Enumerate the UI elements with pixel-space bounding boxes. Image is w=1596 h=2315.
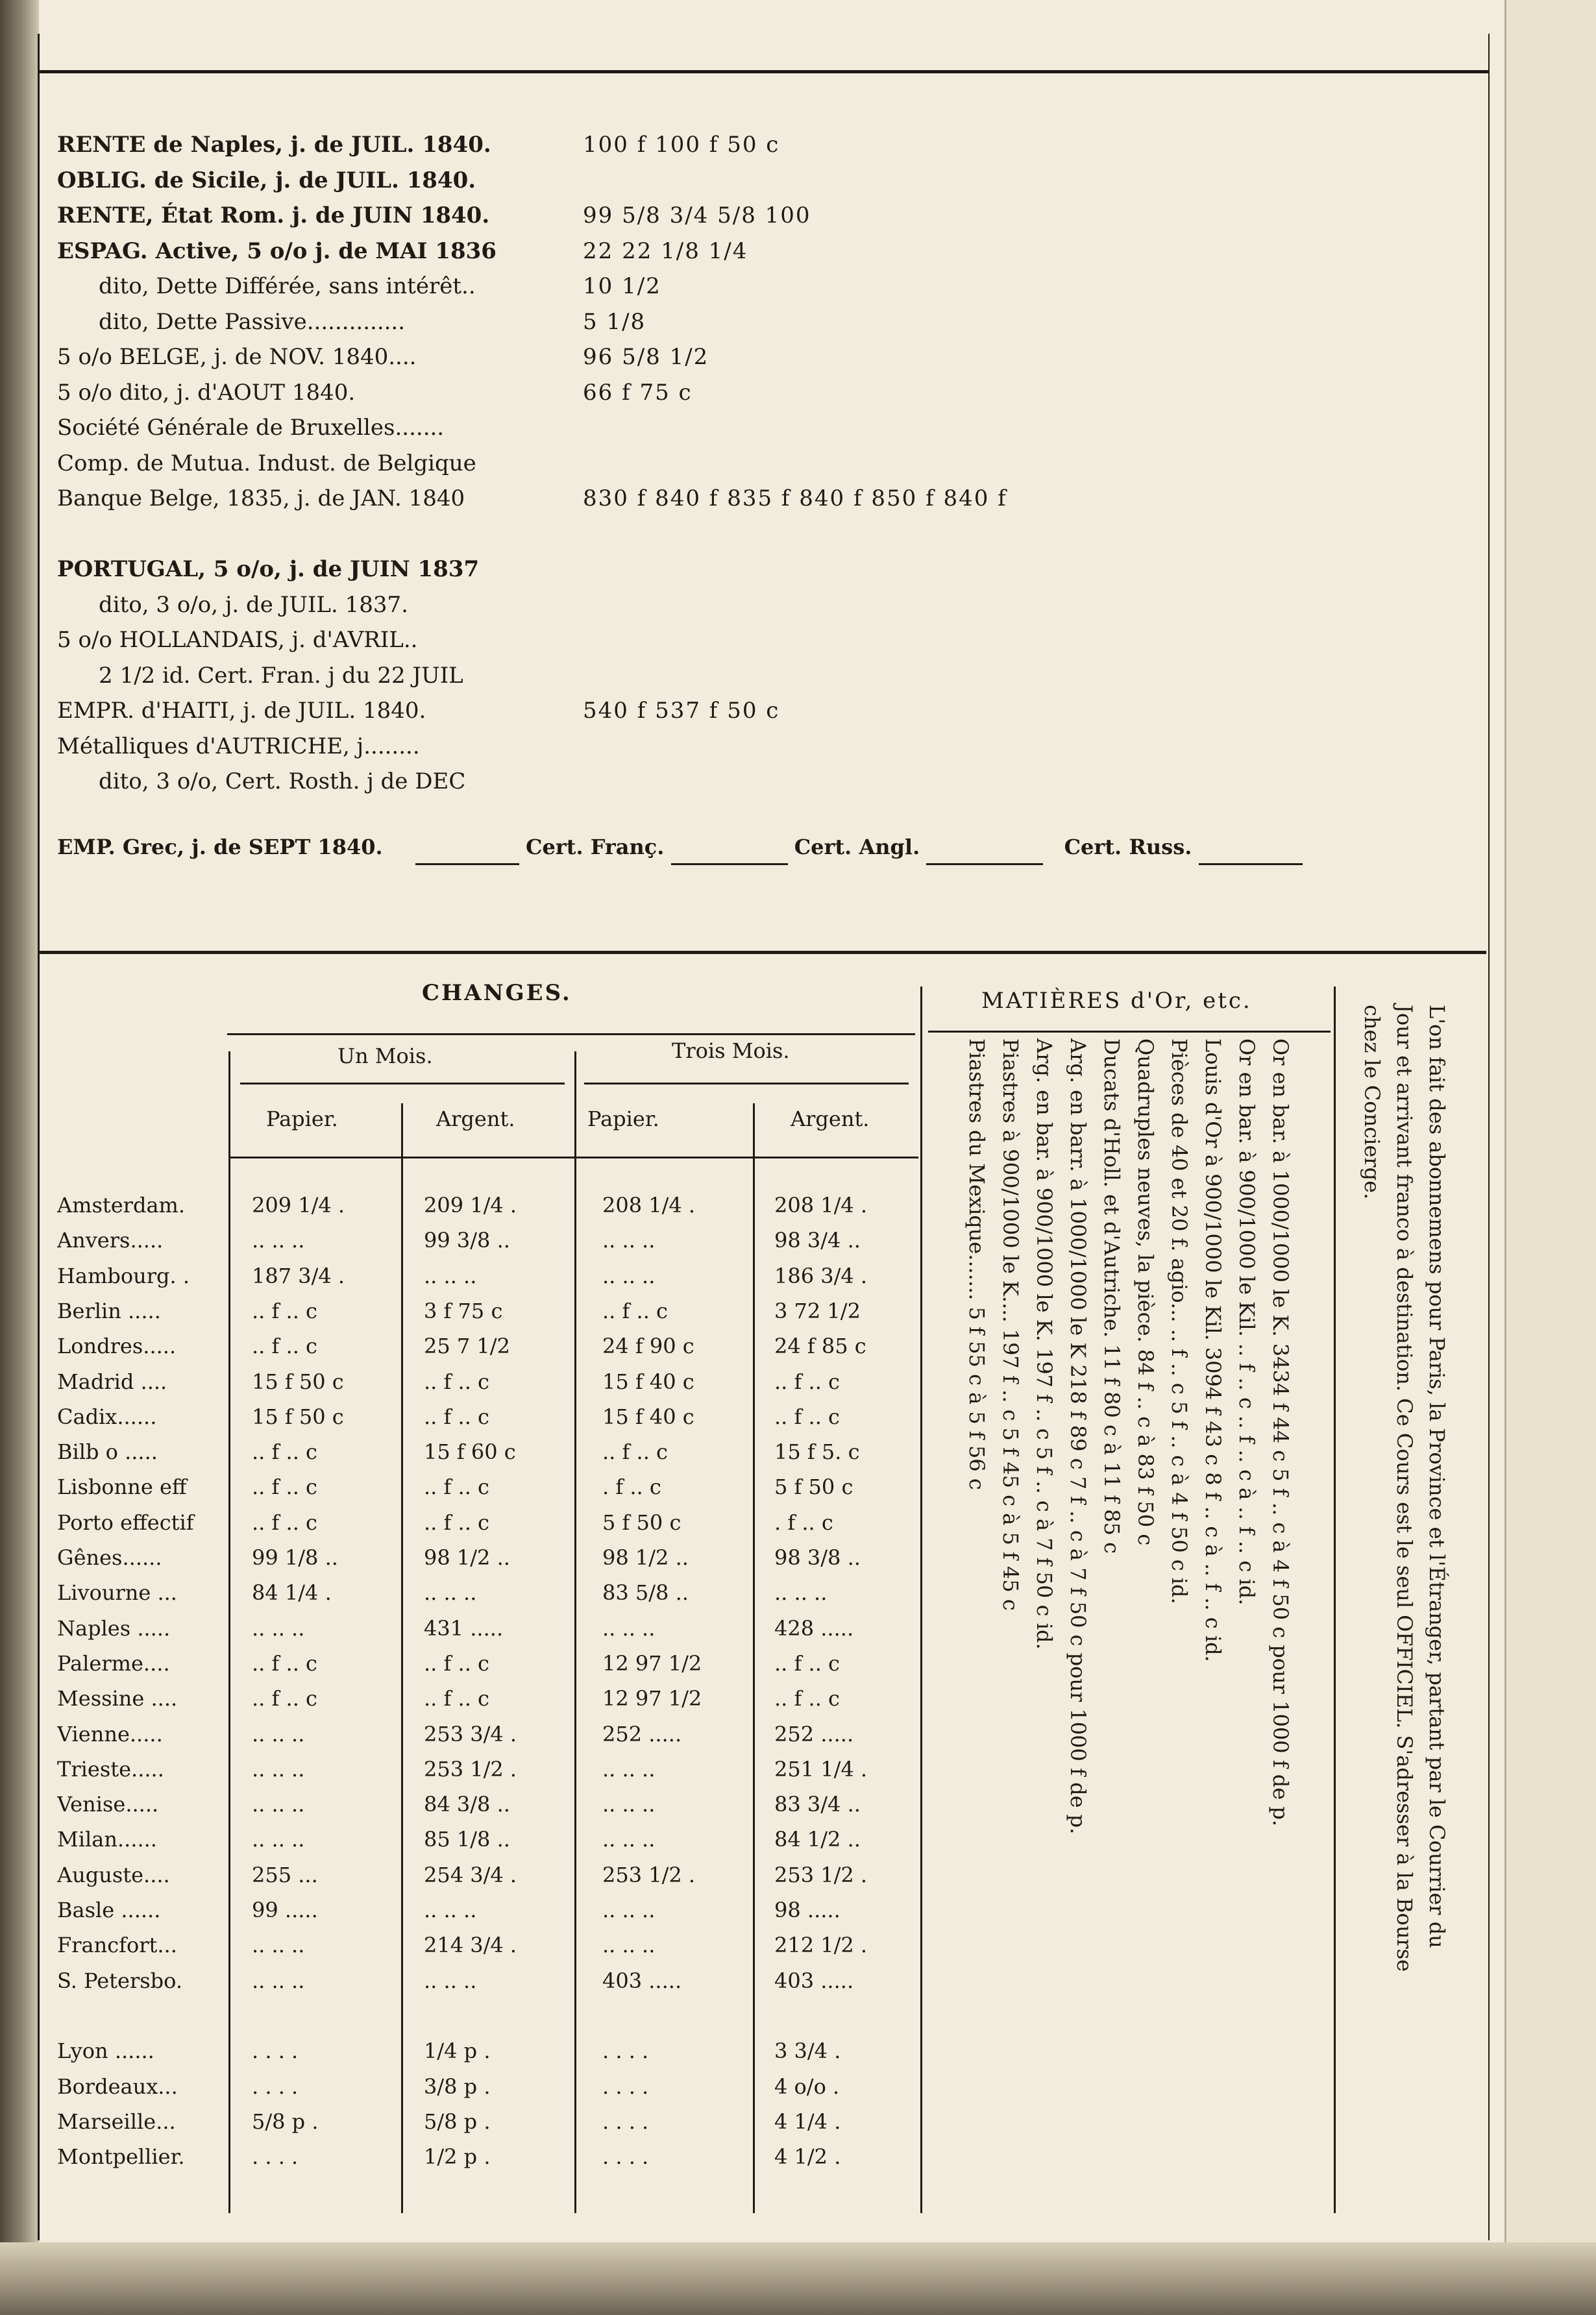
notice-line-1: L'on fait des abonnemens pour Paris, la Province et l'Étranger, partant par le Courrier du — [1425, 1005, 1449, 1948]
changes-rate: 5/8 p . — [252, 2109, 319, 2134]
changes-row — [57, 1505, 920, 1540]
changes-rate: .. f .. c — [252, 1298, 317, 1323]
changes-rate: 214 3/4 . — [424, 1933, 517, 1958]
changes-rate: 1/2 p . — [424, 2144, 491, 2170]
changes-rate: .. .. .. — [424, 1580, 477, 1606]
changes-rate: . . . . — [602, 2109, 649, 2134]
changes-rate: 5 f 50 c — [774, 1475, 853, 1500]
changes-rate: 15 f 50 c — [252, 1369, 344, 1394]
changes-row — [57, 1752, 920, 1787]
changes-row — [57, 1399, 920, 1434]
changes-city: Bilb o ..... — [57, 1439, 158, 1465]
changes-city: Milan...... — [57, 1827, 157, 1852]
changes-row — [57, 1364, 920, 1399]
changes-row — [57, 1611, 920, 1646]
bond-price: 5 1/8 — [583, 308, 646, 335]
changes-row — [57, 1822, 920, 1857]
changes-rate: 99 1/8 .. — [252, 1545, 338, 1570]
changes-row — [57, 1188, 920, 1223]
changes-rate: .. .. .. — [424, 1263, 477, 1288]
bond-name: dito, Dette Différée, sans intérêt.. — [99, 273, 476, 299]
bond-row — [57, 658, 583, 693]
changes-city: Venise..... — [57, 1792, 159, 1817]
changes-rate: 252 ..... — [774, 1721, 854, 1746]
adjacent-page-edge — [1504, 0, 1596, 2252]
notice-line-2: Jour et arrivant franco à destination. Ce Cours est le seul OFFICIEL. S'adresser à la Bourse — [1392, 1005, 1417, 1972]
changes-row — [57, 1681, 920, 1716]
changes-city: Marseille... — [57, 2109, 176, 2134]
changes-rate: .. f .. c — [774, 1404, 840, 1429]
changes-rate: 98 1/2 .. — [424, 1545, 510, 1570]
changes-rate: 5/8 p . — [424, 2109, 491, 2134]
metal-item: Arg. en bar. à 900/1000 le K. 197 f .. c 5 f .. c à 7 f 50 c id. — [1032, 1038, 1057, 1650]
bond-row — [57, 234, 748, 269]
section-rule — [39, 951, 1486, 954]
changes-rate: .. f .. c — [424, 1369, 489, 1394]
changes-rate: 85 1/8 .. — [424, 1827, 510, 1852]
changes-rate: .. f .. c — [424, 1510, 489, 1535]
changes-rate: 403 ..... — [602, 1968, 682, 1993]
changes-rate: .. .. .. — [602, 1792, 656, 1817]
changes-rate: .. .. .. — [252, 1756, 305, 1782]
changes-rate: .. f .. c — [602, 1439, 668, 1465]
changes-rate: .. .. .. — [602, 1933, 656, 1958]
changes-city: Berlin ..... — [57, 1298, 161, 1323]
changes-row — [57, 1540, 920, 1575]
changes-rate: .. f .. c — [774, 1650, 840, 1676]
changes-rate: 83 5/8 .. — [602, 1580, 689, 1606]
bond-row — [57, 127, 780, 162]
bond-row — [57, 587, 583, 622]
changes-row — [57, 2104, 920, 2139]
bond-price: 10 1/2 — [583, 273, 661, 299]
changes-rate: .. f .. c — [252, 1686, 317, 1711]
trois-mois-rule — [584, 1083, 909, 1084]
changes-rate: .. .. .. — [602, 1898, 656, 1922]
changes-city: Porto effectif — [57, 1510, 194, 1535]
bond-row — [57, 622, 583, 657]
changes-rate: 15 f 5. c — [774, 1439, 860, 1465]
cert-row-label: EMP. Grec, j. de SEPT 1840. — [57, 835, 383, 859]
page-bottom-edge — [0, 2242, 1596, 2315]
changes-rate: .. f .. c — [424, 1475, 489, 1500]
bond-name: ESPAG. Active, 5 o/o j. de MAI 1836 — [57, 238, 497, 264]
bond-name: Banque Belge, 1835, j. de JAN. 1840 — [57, 485, 465, 511]
changes-city: Messine .... — [57, 1686, 178, 1711]
changes-city: Madrid .... — [57, 1369, 167, 1394]
changes-rate: .. .. .. — [252, 1968, 305, 1993]
bond-name: 5 o/o HOLLANDAIS, j. d'AVRIL.. — [57, 627, 418, 653]
certificate-row — [57, 829, 1446, 865]
bond-name: Comp. de Mutua. Indust. de Belgique — [57, 450, 476, 476]
changes-city: Lyon ...... — [57, 2039, 154, 2064]
changes-city: Basle ...... — [57, 1898, 161, 1922]
bond-name: dito, 3 o/o, j. de JUIL. 1837. — [99, 591, 408, 618]
bond-price: 22 22 1/8 1/4 — [583, 238, 748, 264]
changes-city: Amsterdam. — [57, 1193, 186, 1218]
bond-row — [57, 163, 583, 198]
changes-row — [57, 1575, 920, 1610]
changes-rate: . . . . — [252, 2144, 299, 2170]
bond-name: EMPR. d'HAITI, j. de JUIL. 1840. — [57, 698, 426, 724]
changes-rate: 253 1/2 . — [774, 1862, 868, 1887]
changes-row — [57, 1998, 920, 2033]
changes-rate: 253 1/2 . — [424, 1756, 517, 1782]
changes-city: Trieste..... — [57, 1756, 164, 1782]
bond-name: PORTUGAL, 5 o/o, j. de JUIN 1837 — [57, 556, 480, 582]
changes-city: Auguste.... — [57, 1862, 170, 1887]
changes-rate: 15 f 50 c — [252, 1404, 344, 1429]
changes-city: Vienne..... — [57, 1721, 163, 1746]
changes-rate: .. f .. c — [252, 1334, 317, 1359]
changes-rate: 98 ..... — [774, 1898, 841, 1922]
changes-rate: 253 3/4 . — [424, 1721, 517, 1746]
changes-rate: .. f .. c — [252, 1475, 317, 1500]
cert-franc-label: Cert. Franç. — [525, 835, 665, 859]
blank-line — [926, 837, 1043, 865]
changes-rate: .. .. .. — [252, 1228, 305, 1253]
papier-heading-1: Papier. — [266, 1107, 338, 1131]
book-binding — [0, 0, 39, 2315]
blank-line — [415, 837, 519, 865]
changes-rate: 251 1/4 . — [774, 1756, 868, 1782]
changes-rate: .. f .. c — [424, 1404, 489, 1429]
changes-row — [57, 1787, 920, 1822]
changes-rate: . . . . — [602, 2144, 649, 2170]
blank-line — [671, 837, 788, 865]
changes-row — [57, 2033, 920, 2068]
changes-rate: 98 3/4 .. — [774, 1228, 861, 1253]
changes-city: S. Petersbo. — [57, 1968, 183, 1993]
changes-row — [57, 1857, 920, 1892]
col-divider — [920, 986, 922, 2213]
bond-price: 540 f 537 f 50 c — [583, 698, 780, 724]
bond-row — [57, 729, 583, 764]
changes-city: Francfort... — [57, 1933, 177, 1958]
argent-heading-1: Argent. — [436, 1107, 515, 1131]
changes-city: Livourne ... — [57, 1580, 177, 1606]
bond-name: 2 1/2 id. Cert. Fran. j du 22 JUIL — [99, 662, 463, 689]
top-rule — [38, 70, 1489, 73]
changes-city: Lisbonne eff — [57, 1475, 187, 1500]
bond-name: dito, Dette Passive.............. — [99, 308, 406, 335]
bond-row — [57, 198, 811, 233]
bond-row — [57, 304, 646, 339]
changes-rate: 208 1/4 . — [774, 1193, 868, 1218]
changes-city: Montpellier. — [57, 2144, 185, 2170]
changes-rate: .. .. .. — [774, 1580, 828, 1606]
changes-rate: 3/8 p . — [424, 2074, 491, 2099]
changes-rate: 83 3/4 .. — [774, 1792, 861, 1817]
papier-heading-2: Papier. — [587, 1107, 659, 1131]
changes-city: Hambourg. . — [57, 1263, 190, 1288]
changes-row — [57, 1928, 920, 1963]
bond-price: 99 5/8 3/4 5/8 100 — [583, 202, 811, 228]
changes-rate: .. f .. c — [252, 1510, 317, 1535]
changes-rate: .. f .. c — [774, 1686, 840, 1711]
metals-title: MATIÈRES d'Or, etc. — [981, 988, 1252, 1014]
changes-rate: .. .. .. — [252, 1933, 305, 1958]
bond-row — [57, 339, 709, 374]
changes-rate: 208 1/4 . — [602, 1193, 696, 1218]
bond-row — [57, 517, 583, 552]
changes-rate: 84 1/2 .. — [774, 1827, 861, 1852]
bond-name: Métalliques d'AUTRICHE, j........ — [57, 733, 420, 759]
changes-rate: 84 3/8 .. — [424, 1792, 510, 1817]
metal-item: Arg. en barr. à 1000/1000 le K 218 f 89 c 7 f .. c à 7 f 50 c pour 1000 f de p. — [1066, 1038, 1090, 1835]
bond-row — [57, 552, 583, 587]
changes-rate: .. .. .. — [602, 1263, 656, 1288]
changes-rate: 4 1/4 . — [774, 2109, 841, 2134]
changes-city: Anvers..... — [57, 1228, 164, 1253]
changes-header-rule — [227, 1033, 915, 1035]
changes-city: Palerme.... — [57, 1650, 170, 1676]
changes-rate: 24 f 90 c — [602, 1334, 694, 1359]
changes-rate: 4 o/o . — [774, 2074, 840, 2099]
changes-rate: 428 ..... — [774, 1615, 854, 1641]
bond-name: RENTE de Naples, j. de JUIL. 1840. — [57, 132, 491, 158]
changes-rate: 186 3/4 . — [774, 1263, 868, 1288]
changes-row — [57, 1293, 920, 1329]
changes-rate: . . . . — [252, 2074, 299, 2099]
metal-item: Piastres à 900/1000 le K.... 197 f .. c 5 f 45 c à 5 f 45 c — [998, 1038, 1023, 1611]
changes-rate: 99 ..... — [252, 1898, 318, 1922]
bond-name: 5 o/o dito, j. d'AOUT 1840. — [57, 379, 356, 406]
changes-rate: 255 ... — [252, 1862, 318, 1887]
changes-rate: 3 72 1/2 — [774, 1298, 861, 1323]
metals-header-rule — [928, 1031, 1331, 1033]
changes-rate: .. f .. c — [252, 1439, 317, 1465]
changes-rate: .. f .. c — [774, 1369, 840, 1394]
cert-russ-label: Cert. Russ. — [1064, 835, 1192, 859]
bond-name: 5 o/o BELGE, j. de NOV. 1840.... — [57, 344, 417, 370]
changes-rate: .. .. .. — [252, 1615, 305, 1641]
changes-row — [57, 1223, 920, 1258]
changes-rate: 24 f 85 c — [774, 1334, 866, 1359]
changes-rate: . . . . — [602, 2039, 649, 2064]
metal-item: Quadruples neuves, la pièce. 84 f .. c à 83 f 50 c — [1133, 1038, 1158, 1546]
bond-price: 66 f 75 c — [583, 379, 693, 406]
changes-rate: 1/4 p . — [424, 2039, 491, 2064]
bond-row — [57, 375, 693, 410]
bond-row — [57, 693, 780, 728]
changes-rate: 254 3/4 . — [424, 1862, 517, 1887]
changes-rate: 3 f 75 c — [424, 1298, 503, 1323]
changes-row — [57, 1469, 920, 1504]
changes-rate: 403 ..... — [774, 1968, 854, 1993]
argent-heading-2: Argent. — [791, 1107, 870, 1131]
un-mois-rule — [240, 1083, 565, 1084]
changes-rate: .. .. .. — [602, 1827, 656, 1852]
changes-rate: 12 97 1/2 — [602, 1650, 702, 1676]
bond-row — [57, 446, 583, 481]
changes-rate: .. .. .. — [602, 1228, 656, 1253]
changes-row — [57, 1646, 920, 1681]
col-divider — [1334, 986, 1336, 2213]
changes-row — [57, 2069, 920, 2104]
bond-price: 830 f 840 f 835 f 840 f 850 f 840 f — [583, 485, 1007, 511]
changes-rate: .. f .. c — [252, 1650, 317, 1676]
changes-rate: 252 ..... — [602, 1721, 682, 1746]
changes-rate: 98 3/8 .. — [774, 1545, 861, 1570]
changes-rate: .. .. .. — [424, 1898, 477, 1922]
cert-angl-label: Cert. Angl. — [794, 835, 920, 859]
metal-item: Louis d'Or à 900/1000 le Kil. 3094 f 43 c 8 f .. c à .. f .. c id. — [1201, 1038, 1225, 1662]
changes-rate: 4 1/2 . — [774, 2144, 841, 2170]
changes-rate: 5 f 50 c — [602, 1510, 681, 1535]
changes-rate: 15 f 40 c — [602, 1369, 694, 1394]
changes-rate: 209 1/4 . — [424, 1193, 517, 1218]
changes-rate: .. f .. c — [424, 1650, 489, 1676]
changes-rate: 84 1/4 . — [252, 1580, 332, 1606]
changes-city: Cadix...... — [57, 1404, 157, 1429]
bond-name: dito, 3 o/o, Cert. Rosth. j de DEC — [99, 768, 466, 794]
changes-rate: 431 ..... — [424, 1615, 504, 1641]
changes-rate: .. .. .. — [252, 1721, 305, 1746]
changes-title: CHANGES. — [422, 980, 572, 1006]
bond-name: Société Générale de Bruxelles....... — [57, 415, 445, 441]
changes-rate: 98 1/2 .. — [602, 1545, 689, 1570]
changes-rate: .. f .. c — [602, 1298, 668, 1323]
changes-rate: .. .. .. — [252, 1792, 305, 1817]
changes-row — [57, 1434, 920, 1469]
changes-rate: . . . . — [252, 2039, 299, 2064]
bond-price: 100 f 100 f 50 c — [583, 132, 780, 158]
changes-rate: 187 3/4 . — [252, 1263, 345, 1288]
changes-rate: 12 97 1/2 — [602, 1686, 702, 1711]
changes-row — [57, 1329, 920, 1364]
metals-list — [949, 1038, 1312, 2187]
bond-name: RENTE, État Rom. j. de JUIN 1840. — [57, 202, 490, 228]
bond-row — [57, 410, 583, 445]
changes-rate: .. .. .. — [424, 1968, 477, 1993]
changes-rate: 253 1/2 . — [602, 1862, 696, 1887]
changes-row — [57, 1963, 920, 1998]
metal-item: Or en bar. à 900/1000 le Kil. .. f .. c .. f .. c à .. f .. c id. — [1234, 1038, 1259, 1606]
metal-item: Or en bar. à 1000/1000 le K. 3434 f 44 c 5 f .. c à 4 f 50 c pour 1000 f de p. — [1268, 1038, 1293, 1827]
changes-rate: .. f .. c — [424, 1686, 489, 1711]
bond-name: OBLIG. de Sicile, j. de JUIL. 1840. — [57, 167, 476, 193]
bond-row — [57, 269, 661, 304]
changes-row — [57, 2139, 920, 2174]
changes-row — [57, 1258, 920, 1293]
changes-rate: 15 f 40 c — [602, 1404, 694, 1429]
changes-rate: .. .. .. — [252, 1827, 305, 1852]
changes-rate: 25 7 1/2 — [424, 1334, 510, 1359]
un-mois-heading: Un Mois. — [338, 1044, 433, 1068]
trois-mois-heading: Trois Mois. — [672, 1038, 790, 1063]
changes-rate: .. .. .. — [602, 1756, 656, 1782]
changes-rate: 3 3/4 . — [774, 2039, 841, 2064]
changes-city: Londres..... — [57, 1334, 177, 1359]
bond-row — [57, 764, 583, 799]
changes-row — [57, 1892, 920, 1928]
blank-line — [1199, 837, 1303, 865]
changes-rate: . f .. c — [774, 1510, 833, 1535]
changes-row — [57, 1717, 920, 1752]
changes-city: Gênes...... — [57, 1545, 162, 1570]
changes-rate: 212 1/2 . — [774, 1933, 868, 1958]
notice-line-3: chez le Concierge. — [1360, 1005, 1384, 1200]
changes-city: Naples ..... — [57, 1615, 171, 1641]
metal-item: Ducats d'Holl. et d'Autriche. 11 f 80 c à 11 f 85 c — [1099, 1038, 1124, 1554]
metal-item: Piastres du Mexique....... 5 f 55 c à 5 f 56 c — [964, 1038, 989, 1490]
changes-rate: . . . . — [602, 2074, 649, 2099]
changes-rate: 15 f 60 c — [424, 1439, 516, 1465]
changes-rate: . f .. c — [602, 1475, 661, 1500]
changes-city: Bordeaux... — [57, 2074, 178, 2099]
changes-rate: 209 1/4 . — [252, 1193, 345, 1218]
changes-rate: .. .. .. — [602, 1615, 656, 1641]
bond-price: 96 5/8 1/2 — [583, 344, 709, 370]
changes-rate: 99 3/8 .. — [424, 1228, 510, 1253]
bond-row — [57, 481, 1007, 516]
metal-item: Pièces de 40 et 20 f. agio... .. f .. c 5 f .. c à 4 f 50 c id. — [1167, 1038, 1192, 1604]
